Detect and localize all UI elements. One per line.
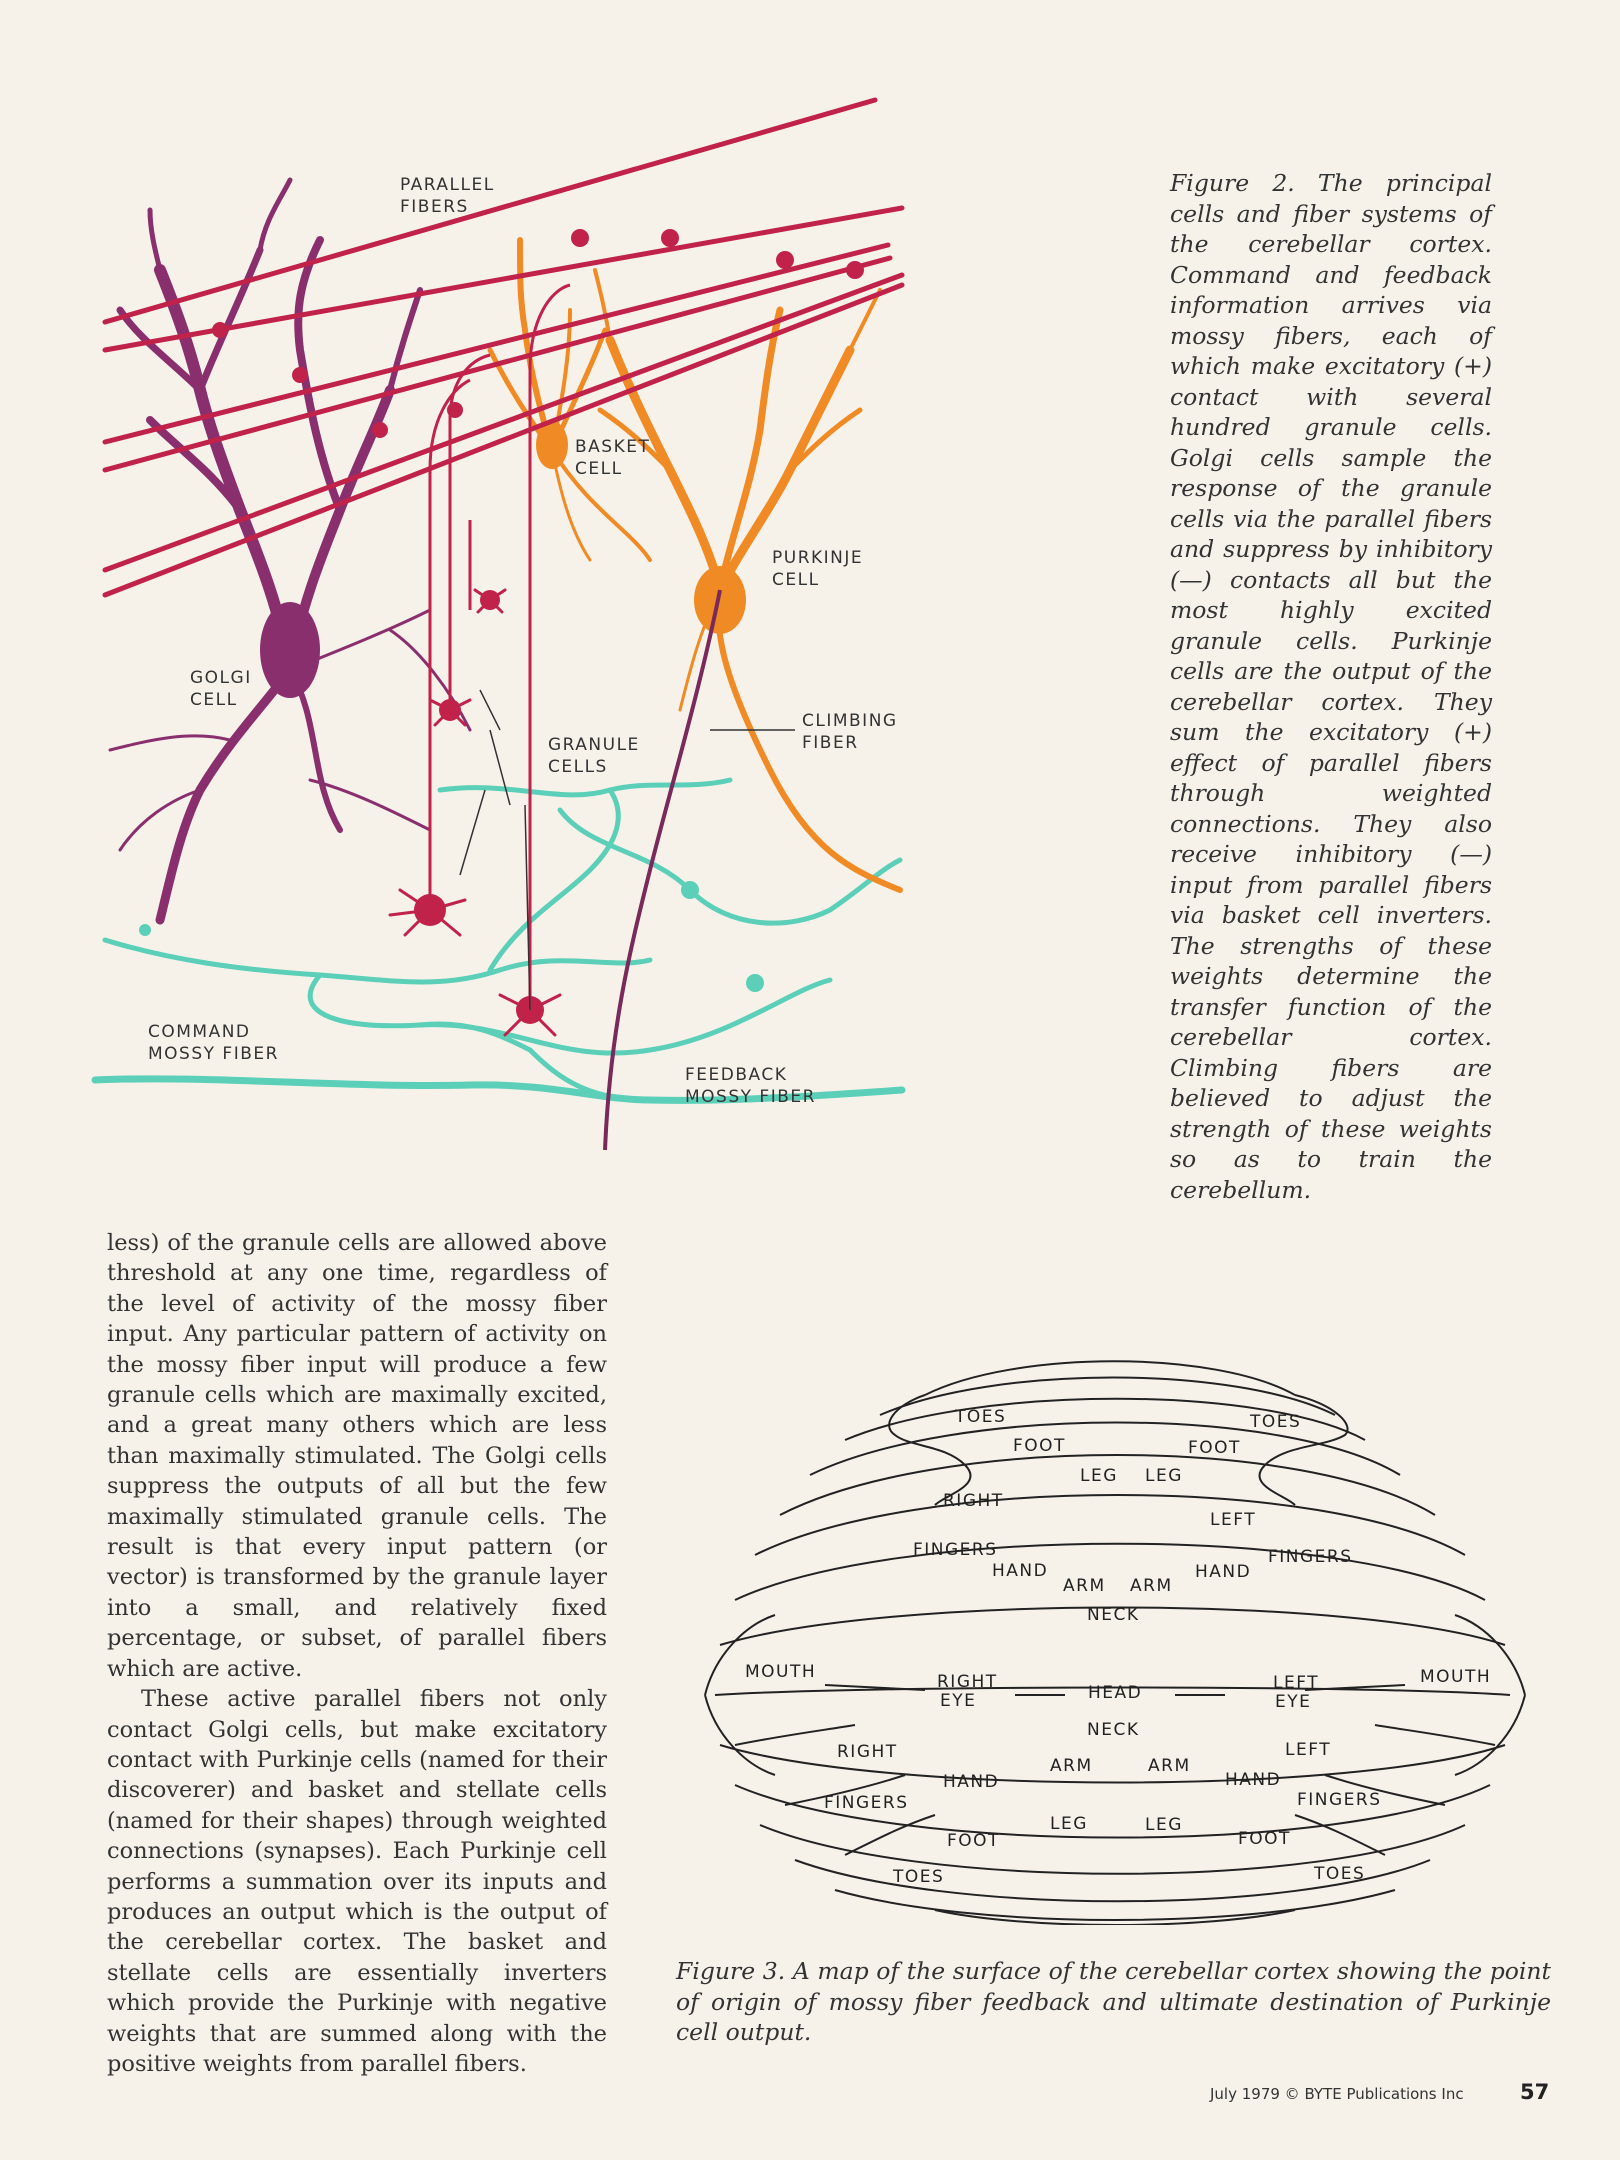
label-left-bottom: LEFT — [1285, 1740, 1332, 1760]
page-number: 57 — [1520, 2080, 1550, 2104]
label-arm-bl: ARM — [1050, 1756, 1093, 1776]
label-toes-tl: TOES — [955, 1407, 1007, 1427]
label-arm-br: ARM — [1148, 1756, 1191, 1776]
label-right-top: RIGHT — [943, 1491, 1004, 1511]
footer-credit: July 1979 © BYTE Publications Inc — [1210, 2085, 1464, 2103]
map-labels — [745, 1407, 1491, 1887]
label-foot-bl: FOOT — [947, 1831, 1000, 1851]
label-hand-tr: HAND — [1195, 1562, 1252, 1582]
parallel-fibers — [105, 100, 902, 595]
label-command-mossy-1: COMMAND — [148, 1022, 251, 1042]
label-parallel-fibers-2: FIBERS — [400, 197, 469, 217]
label-right-bottom: RIGHT — [837, 1742, 898, 1762]
purkinje-cell — [595, 270, 900, 890]
label-left-top: LEFT — [1210, 1510, 1257, 1530]
figure-3-caption: Figure 3. A map of the surface of the cerebellar cortex showing the point of origin of mossy fiber feedback and ultimate destination of Purkinje cell output. — [676, 1957, 1551, 2046]
label-fingers-br: FINGERS — [1297, 1790, 1382, 1810]
label-left-eye-2: EYE — [1275, 1692, 1312, 1712]
label-granule-cells-2: CELLS — [548, 757, 608, 777]
granule-axons — [430, 285, 570, 1010]
label-toes-tr: TOES — [1250, 1412, 1302, 1432]
label-toes-bl: TOES — [893, 1867, 945, 1887]
figure-2-caption: Figure 2. The principal cells and fiber systems of the cerebellar cortex. Command and feedback information arrives via mossy fibers, each of which make excitatory (+) contact with several hundred granule cells. Golgi cells sample the response of the granule cells via the parallel fibers and suppress by inhibitory (—) contacts all but the most highly excited granule cells. Purkinje cells are the output of the cerebellar cortex. They sum the excitatory (+) effect of parallel fibers through weighted connections. They also receive inhibitory (—) input from parallel fibers via basket cell inverters. The strengths of these weights determine the transfer function of the cerebellar cortex. Climbing fibers are believed to adjust the strength of these weights so as to train the cerebellum. — [1170, 169, 1492, 1204]
figure-3-cerebellar-map — [695, 1355, 1535, 1925]
label-foot-tl: FOOT — [1013, 1436, 1066, 1456]
label-neck-top: NECK — [1087, 1605, 1140, 1625]
label-arm-tl: ARM — [1063, 1576, 1106, 1596]
label-foot-br: FOOT — [1238, 1829, 1291, 1849]
label-right-eye-1: RIGHT — [937, 1672, 998, 1692]
label-climbing-fiber-2: FIBER — [802, 733, 859, 753]
label-arm-tr: ARM — [1130, 1576, 1173, 1596]
label-leg-tr: LEG — [1145, 1466, 1183, 1486]
label-hand-br: HAND — [1225, 1770, 1282, 1790]
label-basket-cell-2: CELL — [575, 459, 623, 479]
label-left-eye-1: LEFT — [1273, 1673, 1320, 1693]
label-leg-bl: LEG — [1050, 1814, 1088, 1834]
label-foot-tr: FOOT — [1188, 1438, 1241, 1458]
label-neck-bottom: NECK — [1087, 1720, 1140, 1740]
label-fingers-tl: FINGERS — [913, 1540, 998, 1560]
label-toes-br: TOES — [1314, 1864, 1366, 1884]
label-right-eye-2: EYE — [940, 1691, 977, 1711]
cortex-folds — [705, 1361, 1525, 1925]
label-purkinje-cell-2: CELL — [772, 570, 820, 590]
label-hand-bl: HAND — [943, 1772, 1000, 1792]
label-command-mossy-2: MOSSY FIBER — [148, 1044, 279, 1064]
body-text — [107, 1228, 607, 2079]
label-feedback-mossy-2: MOSSY FIBER — [685, 1087, 816, 1107]
label-head: HEAD — [1088, 1683, 1143, 1703]
label-feedback-mossy-1: FEEDBACK — [685, 1065, 788, 1085]
label-basket-cell-1: BASKET — [575, 437, 651, 457]
label-fingers-tr: FINGERS — [1268, 1547, 1353, 1567]
label-golgi-cell-2: CELL — [190, 690, 238, 710]
label-parallel-fibers-1: PARALLEL — [400, 175, 495, 195]
label-granule-cells-1: GRANULE — [548, 735, 640, 755]
label-leg-br: LEG — [1145, 1815, 1183, 1835]
label-mouth-left: MOUTH — [745, 1662, 817, 1682]
label-golgi-cell-1: GOLGI — [190, 668, 252, 688]
label-fingers-bl: FINGERS — [824, 1793, 909, 1813]
label-climbing-fiber-1: CLIMBING — [802, 711, 898, 731]
label-mouth-right: MOUTH — [1420, 1667, 1492, 1687]
figure-2-illustration — [90, 90, 930, 1180]
label-leg-tl: LEG — [1080, 1466, 1118, 1486]
label-hand-tl: HAND — [992, 1561, 1049, 1581]
body-paragraph-2: These active parallel fibers not only contact Golgi cells, but make excitatory contact with Purkinje cells (named for their discoverer) and basket and stellate cells (named for their shapes) through weighted connections (synapses). Each Purkinje cell performs a summation over its inputs and produces an output which is the output of the cerebellar cortex. The basket and stellate cells are essentially inverters which provide the Purkinje with negative weights that are summed along with the positive weights from parallel fibers. — [107, 1686, 607, 2077]
label-purkinje-cell-1: PURKINJE — [772, 548, 864, 568]
body-paragraph-1: less) of the granule cells are allowed above threshold at any one time, regardless of the level of activity of the mossy fiber input. Any particular pattern of activity on the mossy fiber input will produce a few granule cells which are maximally excited, and a great many others which are less than maximally stimulated. The Golgi cells suppress the outputs of all but the few maximally stimulated granule cells. The result is that every input pattern (or vector) is transformed by the granule layer into a small, and relatively fixed percentage, or subset, of parallel fibers which are active. — [107, 1230, 607, 1682]
